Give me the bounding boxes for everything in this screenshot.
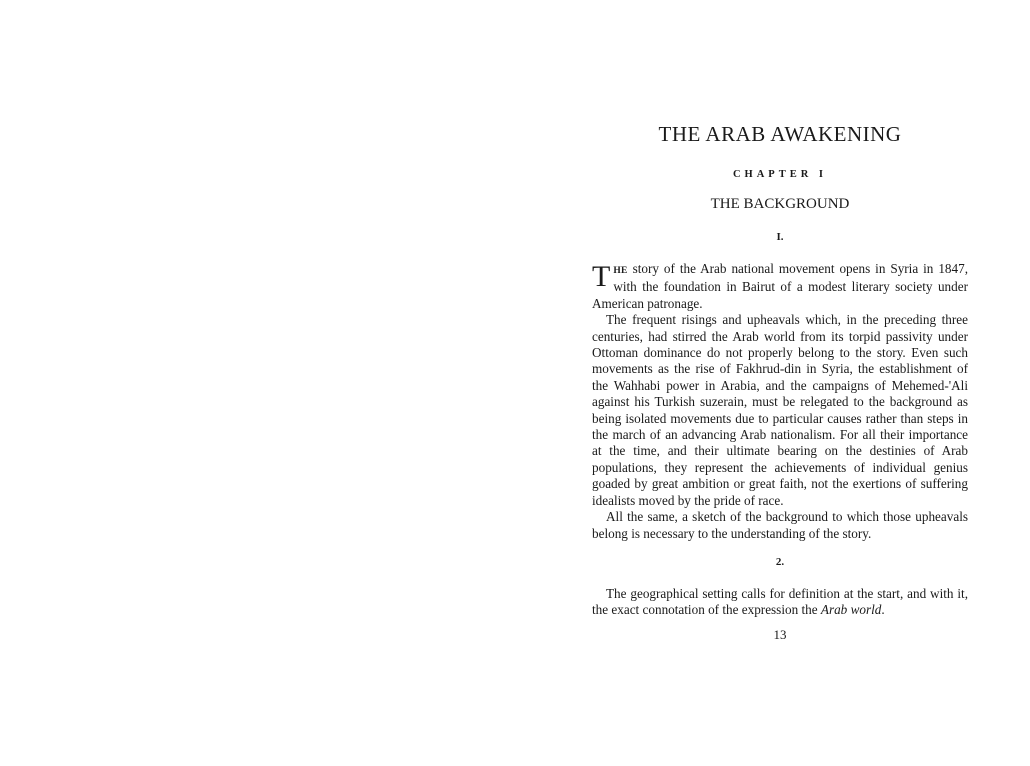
paragraph-2: The frequent risings and upheavals which, in the preceding three centuries, had stirred the Arab world from its torpid passivity under Ottoman dominance do not properly belong to the story. Even such movements as the rise of Fakhrud-din in Syria, the establishment of the Wahhabi power in Arabia, and the campaigns of Mehemed-'Ali against his Turkish suzerain, must be relegated to the background as being isolated movements due to particular causes rather than steps in the march of an advancing Arab nationalism. For all their importance at the time, and their ultimate bearing on the destinies of Arab populations, they represent the achievements of individual genius goaded by great ambition or great faith, not the exertions of suffering idealists moved by the pride of race. — [592, 312, 968, 508]
paragraph-4 — [592, 586, 968, 619]
paragraph-1 — [592, 261, 968, 312]
chapter-label: CHAPTER I — [732, 169, 828, 180]
paragraph-1-text: story of the Arab national movement opens in Syria in 1847, with the foundation in Bairut of a modest literary society under American patronage. — [592, 261, 968, 311]
section-number-2: 2. — [775, 555, 785, 568]
book-page — [592, 122, 968, 643]
paragraph-4-italic: Arab world — [820, 602, 882, 618]
paragraph-4-end: . — [881, 602, 885, 618]
chapter-title: THE BACKGROUND — [710, 196, 850, 212]
section-number-1: I. — [776, 231, 784, 243]
book-title: THE ARAB AWAKENING — [658, 122, 902, 146]
paragraph-4-text: The geographical setting calls for definition at the start, and with it, the exact connotation of the expression the — [592, 585, 968, 618]
page-number: 13 — [773, 626, 787, 642]
paragraph-3: All the same, a sketch of the background to which those upheavals belong is necessary to the understanding of the story. — [592, 509, 968, 541]
smallcaps-text: HE — [613, 266, 628, 276]
drop-cap: T — [592, 260, 611, 293]
